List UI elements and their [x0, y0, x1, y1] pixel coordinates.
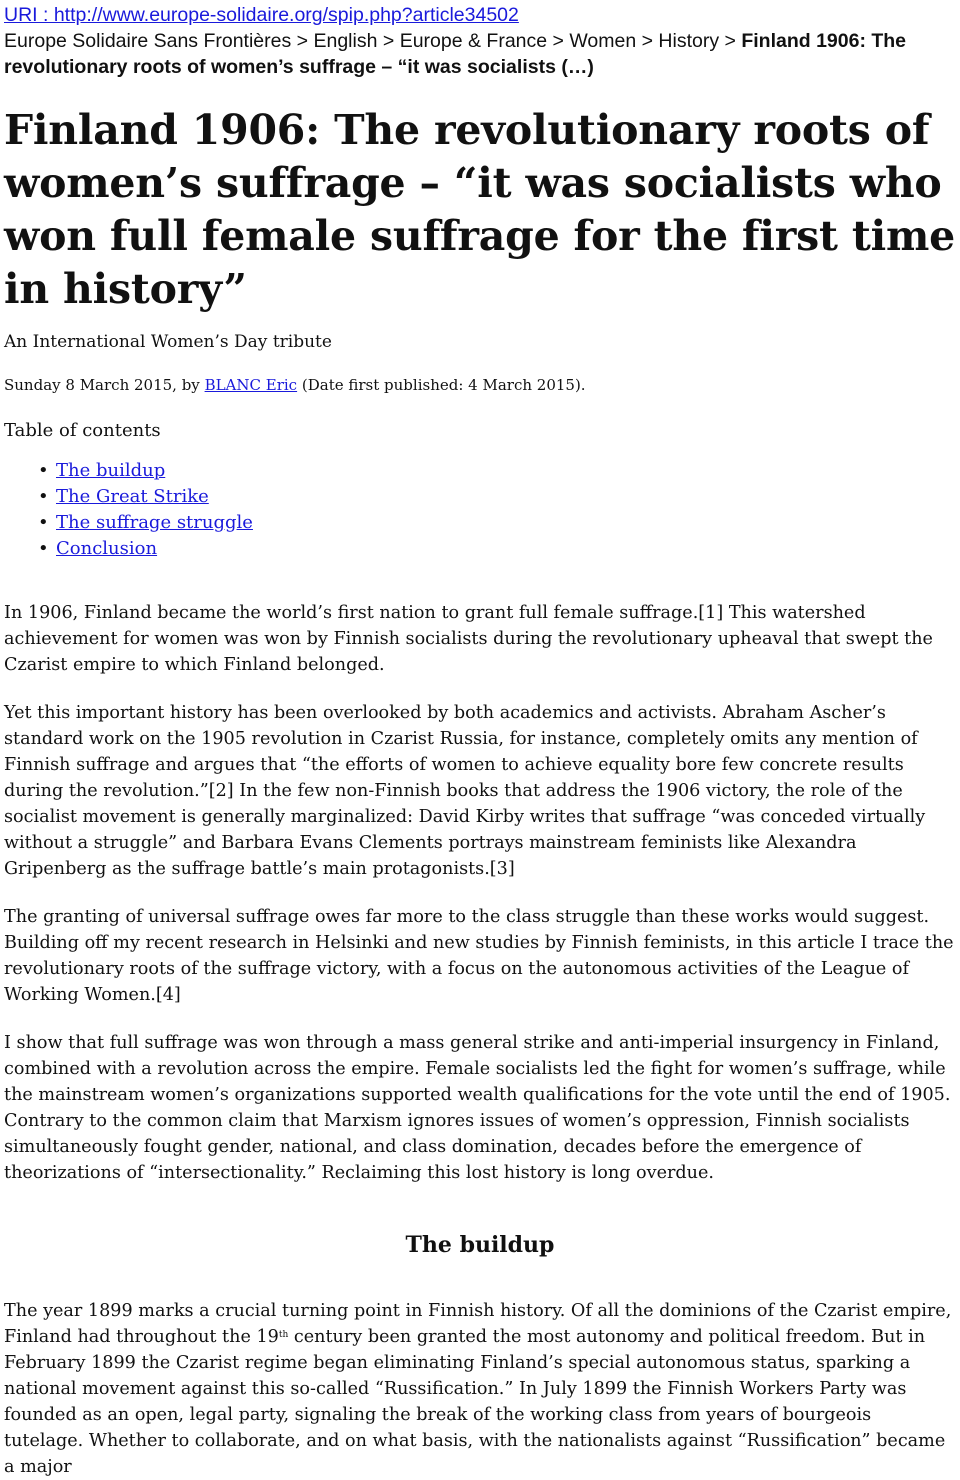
toc-item — [38, 484, 956, 510]
paragraph: Yet this important history has been overlooked by both academics and activists. Abraham Ascher’s standard work on the 1905 revolution in Czarist Russia, for instance, completely omits any mention of Finnish suffrage and argues that “the efforts of women to achieve equality bore few concrete results during the revolution.”[2] In the few non-Finnish books that address the 1906 victory, the role of the socialist movement is generally marginalized: David Kirby writes that suffrage “was conceded virtually without a struggle” and Barbara Evans Clements portrays mainstream feminists like Alexandra Gripenberg as the suffrage battle’s main protagonists.[3] — [4, 703, 926, 879]
paragraph-text: century been granted the most autonomy and political freedom. But in February 1899 the Czarist regime began eliminating Finland’s special autonomous status, sparking a national movement against this so-called “Russification.” In July 1899 the Finnish Workers Party was founded as an open, legal party, signaling the break of the working class from years of bourgeois tutelage. Whether to collaborate, and on what basis, with the nationalists against “Russification” became a major — [4, 1327, 946, 1477]
paragraph: In 1906, Finland became the world’s first nation to grant full female suffrage.[1] This watershed achievement for women was won by Finnish socialists during the revolutionary upheaval that swept the Czarist empire to which Finland belonged. — [4, 603, 933, 675]
uri-link[interactable]: URI : http://www.europe-solidaire.org/spip.php?article34502 — [4, 4, 519, 26]
article-title: Finland 1906: The revolutionary roots of women’s suffrage – “it was socialists who won full female suffrage for the first time in history” — [4, 106, 956, 313]
section-heading-buildup: The buildup — [405, 1232, 555, 1258]
toc-link-buildup[interactable]: The buildup — [56, 460, 166, 481]
toc-item — [38, 510, 956, 536]
article-subtitle: An International Women’s Day tribute — [4, 332, 332, 352]
bullet-icon: • — [38, 486, 49, 507]
toc-list — [4, 458, 956, 562]
date-prefix: Sunday 8 March 2015, by — [4, 376, 200, 394]
date-suffix: (Date first published: 4 March 2015). — [301, 376, 586, 394]
paragraph-text: The year 1899 marks a crucial turning point in Finnish history. Of all the dominions of the Czarist empire, Finland had throughout the 19 — [4, 1301, 952, 1347]
superscript: th — [278, 1330, 289, 1340]
breadcrumb-item[interactable]: Europe Solidaire Sans Frontières — [4, 30, 292, 52]
bullet-icon: • — [38, 460, 49, 481]
breadcrumb: Europe Solidaire Sans Frontières > English > Europe & France > Women > History > Finland 1906: The revolutionary roots of women’s suffrage – “it was socialists (…) — [4, 30, 907, 78]
toc-item — [38, 536, 956, 562]
article-body — [4, 600, 956, 1480]
paragraph: I show that full suffrage was won through a mass general strike and anti-imperial insurgency in Finland, combined with a revolution across the empire. Female socialists led the fight for women’s suffrage, while the mainstream women’s organizations supported wealth qualifications for the vote until the end of 1905. Contrary to the common claim that Marxism ignores issues of women’s oppression, Finnish socialists simultaneously fought gender, national, and class domination, decades before the emergence of theorizations of “intersectionality.” Reclaiming this lost history is long overdue. — [4, 1033, 951, 1183]
breadcrumb-item[interactable]: Europe & France — [399, 30, 548, 52]
breadcrumb-current: Finland 1906: The revolutionary roots of women’s suffrage – “it was socialists (…) — [4, 30, 907, 78]
paragraph — [4, 1298, 956, 1480]
toc-link-great-strike[interactable]: The Great Strike — [56, 486, 209, 507]
article-meta — [4, 374, 956, 396]
toc-item — [38, 458, 956, 484]
author-link[interactable]: BLANC Eric — [204, 376, 298, 394]
uri-line — [4, 2, 956, 28]
breadcrumb-item[interactable]: Women — [569, 30, 637, 52]
toc-title: Table of contents — [4, 420, 161, 441]
bullet-icon: • — [38, 538, 49, 559]
page — [0, 2, 960, 1480]
breadcrumb-item[interactable]: English — [313, 30, 378, 52]
breadcrumb-item[interactable]: History — [658, 30, 720, 52]
toc-link-suffrage-struggle[interactable]: The suffrage struggle — [56, 512, 253, 533]
bullet-icon: • — [38, 512, 49, 533]
toc-link-conclusion[interactable]: Conclusion — [56, 538, 158, 559]
paragraph: The granting of universal suffrage owes far more to the class struggle than these works would suggest. Building off my recent research in Helsinki and new studies by Finnish feminists, in this article I trace the revolutionary roots of the suffrage victory, with a focus on the autonomous activities of the League of Working Women.[4] — [4, 907, 954, 1005]
